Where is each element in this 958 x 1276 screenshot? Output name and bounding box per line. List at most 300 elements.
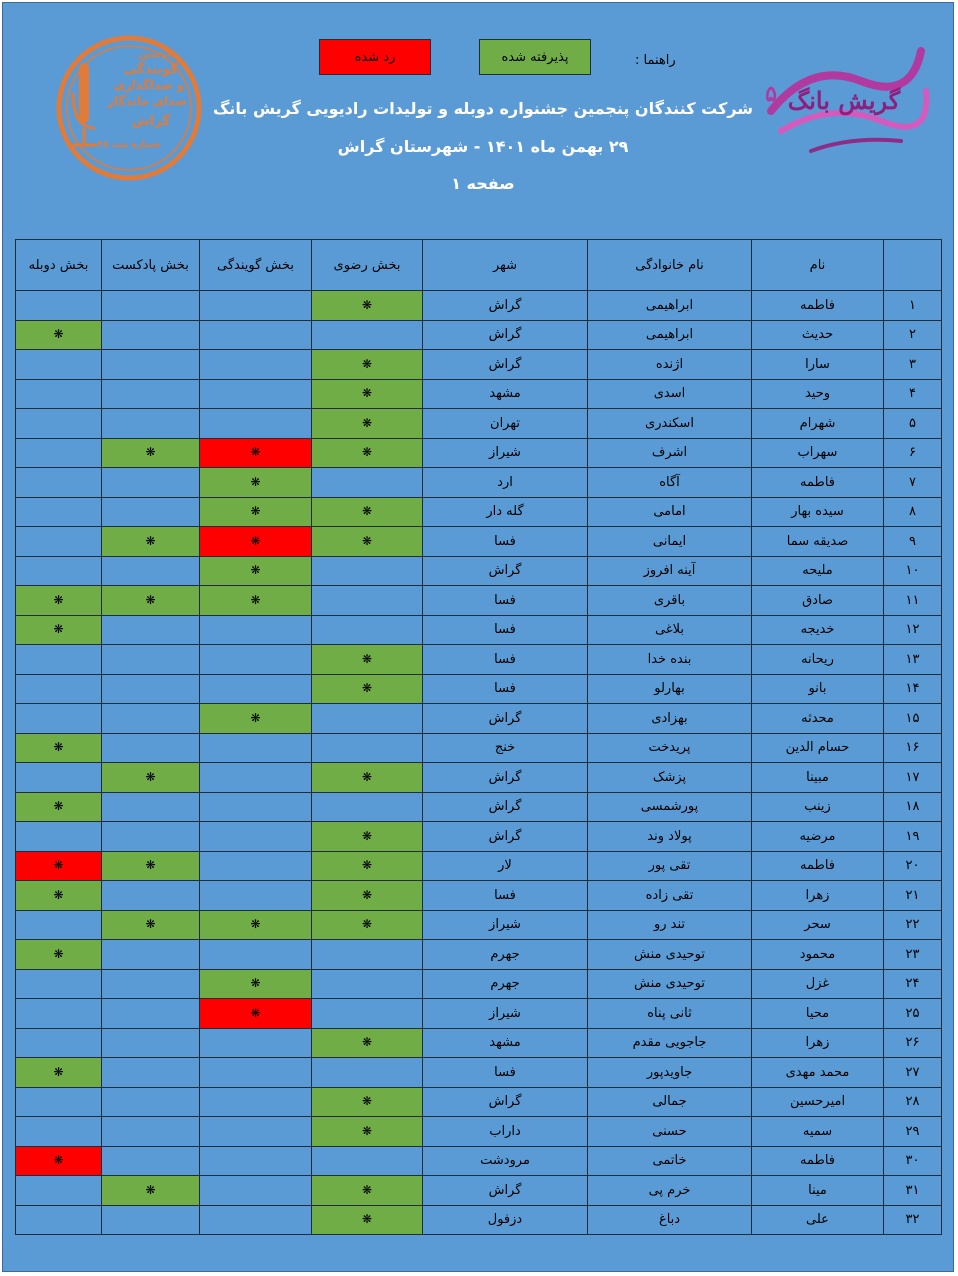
- section-razavi-cell: [312, 1117, 423, 1147]
- first-name: غزل: [752, 969, 884, 999]
- row-number: ۲۳: [884, 940, 942, 970]
- family-name: بلاغی: [588, 615, 752, 645]
- table-row: [16, 1205, 942, 1235]
- first-name: علی: [752, 1205, 884, 1235]
- first-name: سمیه: [752, 1117, 884, 1147]
- section-dubbing-cell: [16, 1146, 102, 1176]
- section-narration-cell: [200, 468, 312, 498]
- city: دزفول: [423, 1205, 588, 1235]
- section-podcast-cell: [102, 615, 200, 645]
- row-number: ۱۶: [884, 733, 942, 763]
- section-narration-cell: [200, 1028, 312, 1058]
- section-razavi-cell: [312, 674, 423, 704]
- accepted-mark: ❋: [361, 504, 373, 519]
- section-narration-cell: [200, 1176, 312, 1206]
- row-number: ۲: [884, 320, 942, 350]
- section-podcast-cell: [102, 940, 200, 970]
- section-podcast-cell: [102, 1146, 200, 1176]
- family-name: ابراهیمی: [588, 291, 752, 321]
- section-dubbing-cell: [16, 645, 102, 675]
- row-number: ۲۱: [884, 881, 942, 911]
- first-name: ریحانه: [752, 645, 884, 675]
- family-name: تقی پور: [588, 851, 752, 881]
- first-name: ملیحه: [752, 556, 884, 586]
- svg-text:انجمن: انجمن: [138, 47, 172, 60]
- accepted-mark: ❋: [361, 917, 373, 932]
- section-podcast-cell: [102, 1058, 200, 1088]
- section-podcast-cell: [102, 497, 200, 527]
- accepted-mark: ❋: [361, 828, 373, 843]
- city: لار: [423, 851, 588, 881]
- city: فسا: [423, 881, 588, 911]
- section-dubbing-cell: [16, 999, 102, 1029]
- accepted-mark: ❋: [361, 1212, 373, 1227]
- city: فسا: [423, 1058, 588, 1088]
- city: گراش: [423, 822, 588, 852]
- section-podcast-cell: [102, 1205, 200, 1235]
- family-name: اشرف: [588, 438, 752, 468]
- row-number: ۱۵: [884, 704, 942, 734]
- section-razavi-cell: [312, 527, 423, 557]
- section-narration-cell: [200, 851, 312, 881]
- section-narration-cell: [200, 291, 312, 321]
- row-number: ۱۸: [884, 792, 942, 822]
- column-header-razavi: بخش رضوی: [312, 240, 423, 291]
- accepted-mark: ❋: [361, 887, 373, 902]
- section-razavi-cell: [312, 969, 423, 999]
- family-name: جمالی: [588, 1087, 752, 1117]
- section-dubbing-cell: [16, 881, 102, 911]
- section-dubbing-cell: [16, 409, 102, 439]
- section-narration-cell: [200, 1087, 312, 1117]
- accepted-mark: ❋: [145, 445, 156, 460]
- row-number: ۱۱: [884, 586, 942, 616]
- section-razavi-cell: [312, 468, 423, 498]
- first-name: صدیقه سما: [752, 527, 884, 557]
- legend-label: راهنما :: [635, 53, 676, 68]
- table-row: [16, 1176, 942, 1206]
- first-name: خدیجه: [752, 615, 884, 645]
- family-name: بهارلو: [588, 674, 752, 704]
- city: فسا: [423, 527, 588, 557]
- table-row: [16, 556, 942, 586]
- row-number: ۲۹: [884, 1117, 942, 1147]
- section-podcast-cell: [102, 851, 200, 881]
- family-name: آگاه: [588, 468, 752, 498]
- section-razavi-cell: [312, 733, 423, 763]
- section-narration-cell: [200, 822, 312, 852]
- row-number: ۳: [884, 350, 942, 380]
- table-row: [16, 586, 942, 616]
- first-name: محدثه: [752, 704, 884, 734]
- table-row: [16, 763, 942, 793]
- city: مشهد: [423, 379, 588, 409]
- family-name: اسکندری: [588, 409, 752, 439]
- row-number: ۲۰: [884, 851, 942, 881]
- row-number: ۱۹: [884, 822, 942, 852]
- city: داراب: [423, 1117, 588, 1147]
- row-number: ۲۵: [884, 999, 942, 1029]
- section-razavi-cell: [312, 1146, 423, 1176]
- section-dubbing-cell: [16, 350, 102, 380]
- section-narration-cell: [200, 1205, 312, 1235]
- section-razavi-cell: [312, 379, 423, 409]
- row-number: ۱: [884, 291, 942, 321]
- section-razavi-cell: [312, 822, 423, 852]
- first-name: شهرام: [752, 409, 884, 439]
- column-header-podcast: بخش پادکست: [102, 240, 200, 291]
- city: گراش: [423, 556, 588, 586]
- legend-accepted: پذیرفته شده: [479, 39, 591, 75]
- table-row: [16, 468, 942, 498]
- city: جهرم: [423, 969, 588, 999]
- section-podcast-cell: [102, 881, 200, 911]
- section-dubbing-cell: [16, 1058, 102, 1088]
- city: گراش: [423, 1176, 588, 1206]
- section-dubbing-cell: [16, 379, 102, 409]
- table-row: [16, 497, 942, 527]
- row-number: ۲۲: [884, 910, 942, 940]
- city: مرودشت: [423, 1146, 588, 1176]
- section-podcast-cell: [102, 733, 200, 763]
- accepted-mark: ❋: [250, 474, 261, 489]
- section-dubbing-cell: [16, 851, 102, 881]
- city: مشهد: [423, 1028, 588, 1058]
- accepted-mark: ❋: [250, 710, 261, 725]
- section-razavi-cell: [312, 1176, 423, 1206]
- city: فسا: [423, 586, 588, 616]
- accepted-mark: ❋: [145, 592, 156, 607]
- section-podcast-cell: [102, 320, 200, 350]
- city: گراش: [423, 291, 588, 321]
- accepted-mark: ❋: [53, 887, 64, 902]
- accepted-mark: ❋: [145, 917, 156, 932]
- family-name: جاویدپور: [588, 1058, 752, 1088]
- row-number: ۱۴: [884, 674, 942, 704]
- table-row: [16, 1117, 942, 1147]
- row-number: ۱۰: [884, 556, 942, 586]
- accepted-mark: ❋: [53, 799, 64, 814]
- table-row: [16, 851, 942, 881]
- section-razavi-cell: [312, 438, 423, 468]
- section-narration-cell: [200, 910, 312, 940]
- section-narration-cell: [200, 556, 312, 586]
- section-narration-cell: [200, 704, 312, 734]
- accepted-mark: ❋: [250, 563, 261, 578]
- family-name: اسدی: [588, 379, 752, 409]
- column-header-city: شهر: [423, 240, 588, 291]
- legend-rejected: رد شده: [319, 39, 431, 75]
- first-name: بانو: [752, 674, 884, 704]
- accepted-mark: ❋: [361, 356, 373, 371]
- table-row: [16, 438, 942, 468]
- svg-text:گویندگی: گویندگی: [123, 62, 179, 77]
- first-name: زهرا: [752, 1028, 884, 1058]
- row-number: ۲۶: [884, 1028, 942, 1058]
- accepted-mark: ❋: [53, 622, 64, 637]
- section-podcast-cell: [102, 350, 200, 380]
- svg-text:شماره ثبت ۳۸: شماره ثبت ۳۸: [97, 140, 161, 150]
- accepted-mark: ❋: [361, 1182, 373, 1197]
- first-name: امیرحسین: [752, 1087, 884, 1117]
- section-dubbing-cell: [16, 1087, 102, 1117]
- first-name: وحید: [752, 379, 884, 409]
- accepted-mark: ❋: [250, 592, 261, 607]
- row-number: ۳۱: [884, 1176, 942, 1206]
- section-podcast-cell: [102, 379, 200, 409]
- first-name: محیا: [752, 999, 884, 1029]
- participants-table: [15, 239, 942, 1235]
- table-row: [16, 792, 942, 822]
- svg-text:صدای ماندگار: صدای ماندگار: [107, 94, 187, 108]
- family-name: امامی: [588, 497, 752, 527]
- accepted-mark: ❋: [53, 592, 64, 607]
- page-title: شرکت کنندگان پنجمین جشنواره دوبله و تولیدات رادیویی گریش بانگ: [212, 99, 754, 118]
- row-number: ۷: [884, 468, 942, 498]
- family-name: جاجویی مقدم: [588, 1028, 752, 1058]
- first-name: سارا: [752, 350, 884, 380]
- page-number: صفحه ۱: [451, 174, 515, 193]
- table-row: [16, 291, 942, 321]
- section-razavi-cell: [312, 1058, 423, 1088]
- page-subtitle: ۲۹ بهمن ماه ۱۴۰۱ - شهرستان گراش: [337, 137, 629, 156]
- section-narration-cell: [200, 969, 312, 999]
- section-podcast-cell: [102, 822, 200, 852]
- table-row: [16, 527, 942, 557]
- svg-text:و صداگذاری: و صداگذاری: [113, 78, 185, 92]
- section-narration-cell: [200, 586, 312, 616]
- table-row: [16, 320, 942, 350]
- row-number: ۱۷: [884, 763, 942, 793]
- family-name: توحیدی منش: [588, 969, 752, 999]
- section-podcast-cell: [102, 409, 200, 439]
- table-row: [16, 409, 942, 439]
- family-name: ثانی پناه: [588, 999, 752, 1029]
- section-razavi-cell: [312, 1028, 423, 1058]
- row-number: ۶: [884, 438, 942, 468]
- section-razavi-cell: [312, 851, 423, 881]
- section-razavi-cell: [312, 1087, 423, 1117]
- accepted-mark: ❋: [361, 681, 373, 696]
- rejected-mark: ❋: [250, 1005, 261, 1020]
- section-dubbing-cell: [16, 910, 102, 940]
- svg-text:۵: ۵: [765, 81, 777, 107]
- section-narration-cell: [200, 792, 312, 822]
- row-number: ۹: [884, 527, 942, 557]
- table-row: [16, 1087, 942, 1117]
- table-row: [16, 733, 942, 763]
- accepted-mark: ❋: [361, 1123, 373, 1138]
- first-name: فاطمه: [752, 1146, 884, 1176]
- section-razavi-cell: [312, 763, 423, 793]
- first-name: فاطمه: [752, 291, 884, 321]
- accepted-mark: ❋: [361, 858, 373, 873]
- section-narration-cell: [200, 674, 312, 704]
- rejected-mark: ❋: [250, 533, 261, 548]
- section-dubbing-cell: [16, 291, 102, 321]
- section-narration-cell: [200, 1117, 312, 1147]
- column-header-dubbing: بخش دوبله: [16, 240, 102, 291]
- accepted-mark: ❋: [53, 740, 64, 755]
- row-number: ۲۸: [884, 1087, 942, 1117]
- section-podcast-cell: [102, 291, 200, 321]
- city: شیراز: [423, 910, 588, 940]
- section-podcast-cell: [102, 1028, 200, 1058]
- city: گراش: [423, 763, 588, 793]
- section-narration-cell: [200, 733, 312, 763]
- family-name: تند رو: [588, 910, 752, 940]
- column-header-number: [884, 240, 942, 291]
- section-podcast-cell: [102, 527, 200, 557]
- section-narration-cell: [200, 1146, 312, 1176]
- family-name: پزشک: [588, 763, 752, 793]
- section-podcast-cell: [102, 763, 200, 793]
- table-row: [16, 645, 942, 675]
- table-row: [16, 674, 942, 704]
- family-name: بهزادی: [588, 704, 752, 734]
- row-number: ۳۲: [884, 1205, 942, 1235]
- table-row: [16, 1028, 942, 1058]
- association-logo: [55, 33, 203, 183]
- column-header-narration: بخش گویندگی: [200, 240, 312, 291]
- first-name: حدیث: [752, 320, 884, 350]
- table-row: [16, 615, 942, 645]
- first-name: مرضیه: [752, 822, 884, 852]
- section-dubbing-cell: [16, 969, 102, 999]
- family-name: تقی زاده: [588, 881, 752, 911]
- first-name: فاطمه: [752, 851, 884, 881]
- first-name: سهراب: [752, 438, 884, 468]
- accepted-mark: ❋: [145, 533, 156, 548]
- section-razavi-cell: [312, 497, 423, 527]
- accepted-mark: ❋: [361, 297, 373, 312]
- table-row: [16, 940, 942, 970]
- section-narration-cell: [200, 763, 312, 793]
- rejected-mark: ❋: [250, 445, 261, 460]
- svg-text:گراش: گراش: [131, 114, 171, 129]
- table-row: [16, 969, 942, 999]
- section-dubbing-cell: [16, 822, 102, 852]
- first-name: سیده بهار: [752, 497, 884, 527]
- first-name: حسام الدین: [752, 733, 884, 763]
- city: شیراز: [423, 438, 588, 468]
- row-number: ۵: [884, 409, 942, 439]
- section-razavi-cell: [312, 615, 423, 645]
- row-number: ۱۳: [884, 645, 942, 675]
- section-podcast-cell: [102, 1176, 200, 1206]
- table-row: [16, 1146, 942, 1176]
- family-name: باقری: [588, 586, 752, 616]
- section-narration-cell: [200, 999, 312, 1029]
- accepted-mark: ❋: [361, 651, 373, 666]
- accepted-mark: ❋: [361, 1094, 373, 1109]
- section-podcast-cell: [102, 969, 200, 999]
- city: خنج: [423, 733, 588, 763]
- section-podcast-cell: [102, 1117, 200, 1147]
- section-podcast-cell: [102, 674, 200, 704]
- accepted-mark: ❋: [250, 504, 261, 519]
- section-dubbing-cell: [16, 438, 102, 468]
- city: گراش: [423, 704, 588, 734]
- family-name: پورشمسی: [588, 792, 752, 822]
- row-number: ۱۲: [884, 615, 942, 645]
- section-podcast-cell: [102, 999, 200, 1029]
- city: تهران: [423, 409, 588, 439]
- row-number: ۲۴: [884, 969, 942, 999]
- section-podcast-cell: [102, 438, 200, 468]
- family-name: خرم پی: [588, 1176, 752, 1206]
- family-name: بنده خدا: [588, 645, 752, 675]
- first-name: زهرا: [752, 881, 884, 911]
- first-name: مینا: [752, 1176, 884, 1206]
- section-dubbing-cell: [16, 763, 102, 793]
- table-row: [16, 1058, 942, 1088]
- rejected-mark: ❋: [53, 1153, 64, 1168]
- section-dubbing-cell: [16, 527, 102, 557]
- accepted-mark: ❋: [361, 769, 373, 784]
- column-header-name: نام: [752, 240, 884, 291]
- first-name: محمد مهدی: [752, 1058, 884, 1088]
- table-row: [16, 350, 942, 380]
- svg-text:گریش بانگ: گریش بانگ: [787, 86, 901, 115]
- section-narration-cell: [200, 615, 312, 645]
- section-dubbing-cell: [16, 468, 102, 498]
- section-dubbing-cell: [16, 320, 102, 350]
- city: شیراز: [423, 999, 588, 1029]
- section-podcast-cell: [102, 704, 200, 734]
- accepted-mark: ❋: [361, 1035, 373, 1050]
- family-name: ایمانی: [588, 527, 752, 557]
- family-name: ابراهیمی: [588, 320, 752, 350]
- section-dubbing-cell: [16, 615, 102, 645]
- section-narration-cell: [200, 350, 312, 380]
- city: گراش: [423, 1087, 588, 1117]
- city: جهرم: [423, 940, 588, 970]
- table-row: [16, 910, 942, 940]
- row-number: ۲۷: [884, 1058, 942, 1088]
- city: فسا: [423, 674, 588, 704]
- section-dubbing-cell: [16, 1176, 102, 1206]
- accepted-mark: ❋: [361, 445, 373, 460]
- city: گراش: [423, 350, 588, 380]
- section-dubbing-cell: [16, 1117, 102, 1147]
- section-dubbing-cell: [16, 556, 102, 586]
- section-dubbing-cell: [16, 1205, 102, 1235]
- accepted-mark: ❋: [250, 917, 261, 932]
- section-razavi-cell: [312, 350, 423, 380]
- city: فسا: [423, 615, 588, 645]
- section-razavi-cell: [312, 999, 423, 1029]
- section-narration-cell: [200, 497, 312, 527]
- section-razavi-cell: [312, 291, 423, 321]
- accepted-mark: ❋: [53, 946, 64, 961]
- accepted-mark: ❋: [145, 858, 156, 873]
- section-podcast-cell: [102, 1087, 200, 1117]
- section-narration-cell: [200, 438, 312, 468]
- festival-logo: [751, 21, 937, 171]
- page-frame: [2, 2, 954, 1272]
- table-row: [16, 379, 942, 409]
- section-podcast-cell: [102, 468, 200, 498]
- family-name: آینه افروز: [588, 556, 752, 586]
- section-narration-cell: [200, 320, 312, 350]
- accepted-mark: ❋: [145, 769, 156, 784]
- accepted-mark: ❋: [145, 1182, 156, 1197]
- section-razavi-cell: [312, 704, 423, 734]
- section-narration-cell: [200, 881, 312, 911]
- section-dubbing-cell: [16, 704, 102, 734]
- section-podcast-cell: [102, 792, 200, 822]
